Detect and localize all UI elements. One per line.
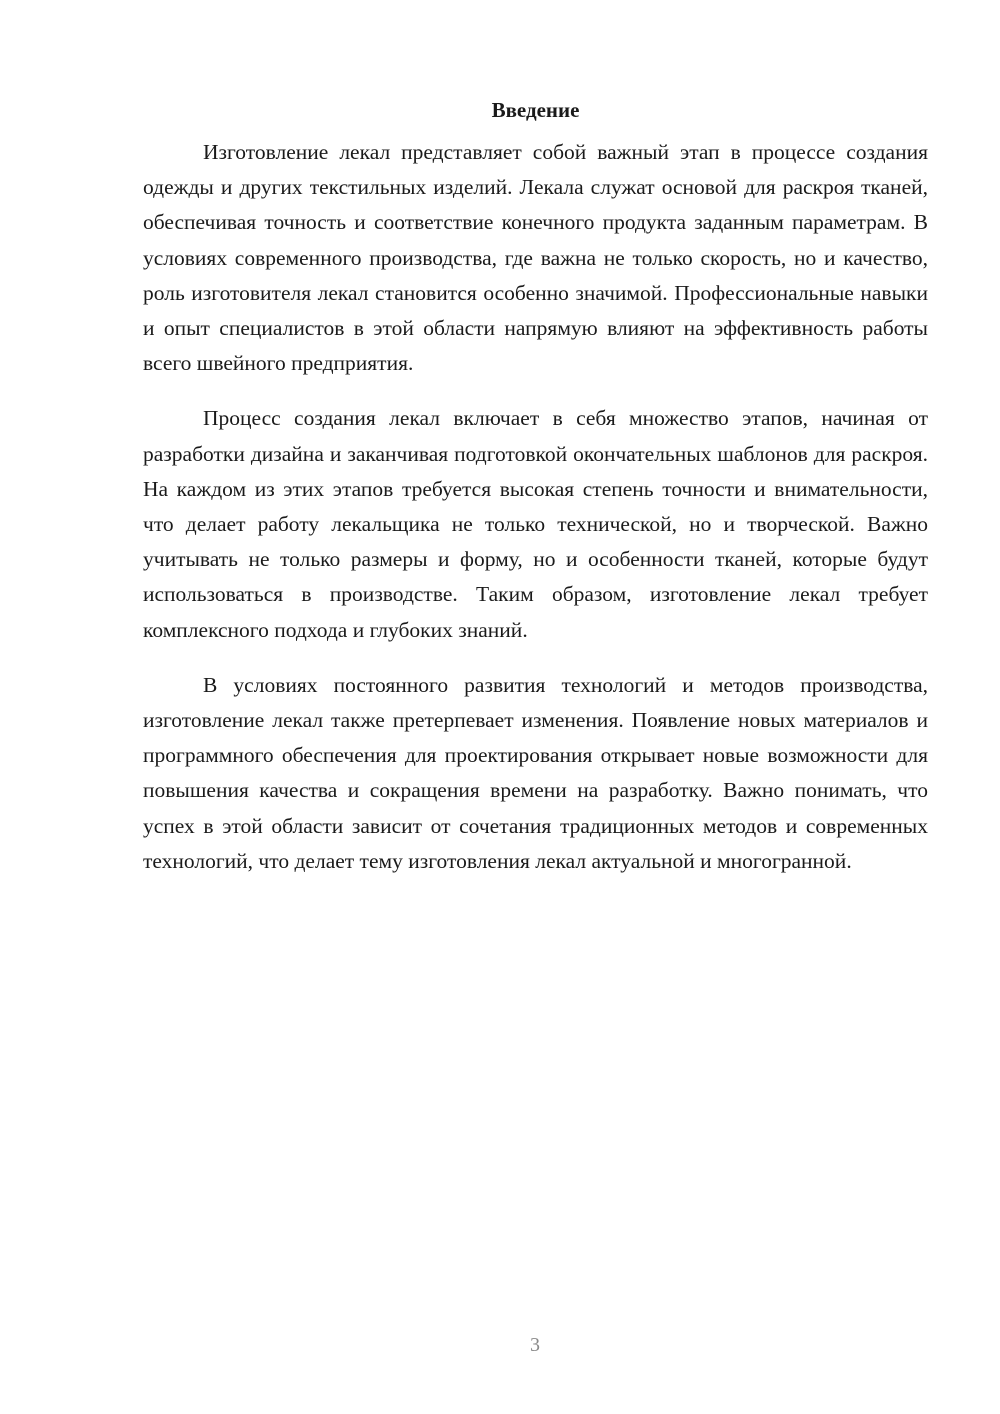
paragraph-2: Процесс создания лекал включает в себя множество этапов, начиная от разработки дизайна и заканчивая подготовкой окончательных шаблонов для раскроя. На каждом из этих этапов требуется высокая степень точности и внимательности, что делает работу лекальщика не только технической, но и творческой. Важно учитывать не только размеры и форму, но и особенности тканей, которые будут использоваться в производстве. Таким образом, изготовление лекал требует комплексного подхода и глубоких знаний. <box>143 406 928 642</box>
page-content <box>143 92 928 899</box>
paragraph-3: В условиях постоянного развития технологий и методов производства, изготовление лекал также претерпевает изменения. Появление новых материалов и программного обеспечения для проектирования открывает новые возможности для повышения качества и сокращения времени на разработку. Важно понимать, что успех в этой области зависит от сочетания традиционных методов и современных технологий, что делает тему изготовления лекал актуальной и многогранной. <box>143 672 928 873</box>
section-title: Введение <box>491 98 580 122</box>
paragraph-1: Изготовление лекал представляет собой важный этап в процессе создания одежды и других текстильных изделий. Лекала служат основой для раскроя тканей, обеспечивая точность и соответствие конечного продукта заданным параметрам. В условиях современного производства, где важна не только скорость, но и качество, роль изготовителя лекал становится особенно значимой. Профессиональные навыки и опыт специалистов в этой области напрямую влияют на эффективность работы всего швейного предприятия. <box>143 140 928 376</box>
page-number: 3 <box>530 1334 540 1356</box>
